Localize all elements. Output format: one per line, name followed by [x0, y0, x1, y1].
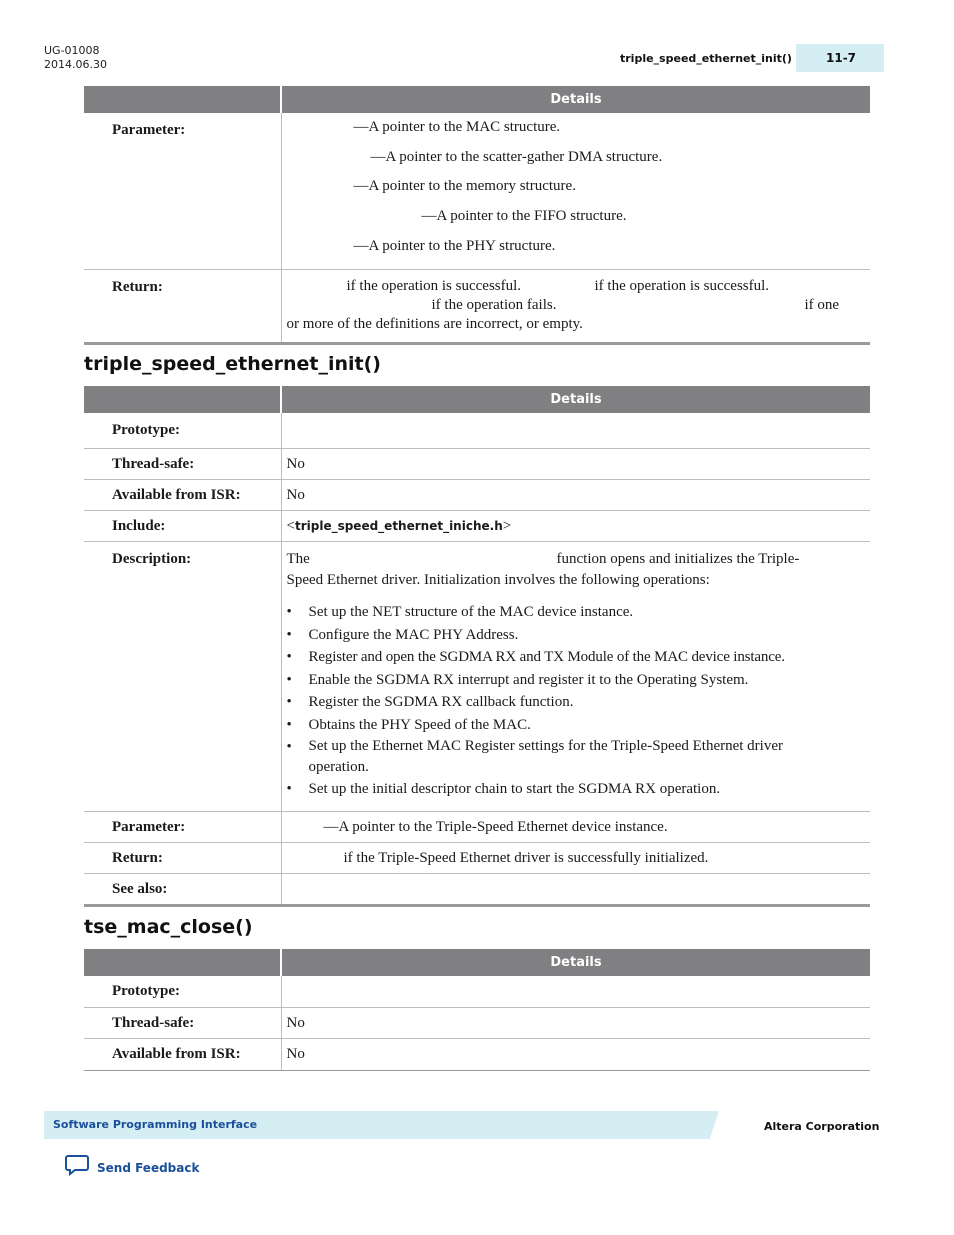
header-details: Details	[281, 949, 870, 976]
thread-safe-value: No	[281, 449, 870, 480]
parameter-line: —A pointer to the PHY structure.	[353, 237, 556, 254]
row-label: Prototype:	[84, 413, 281, 449]
list-item	[287, 714, 865, 737]
parameter-line: —A pointer to the scatter-gather DMA structure.	[370, 148, 663, 165]
table-row	[84, 413, 870, 449]
list-item	[287, 778, 865, 801]
header-details: Details	[281, 386, 870, 413]
bullet-icon: •	[286, 781, 292, 797]
row-label: Parameter:	[84, 811, 281, 842]
table-row	[84, 542, 870, 812]
list-item	[287, 669, 865, 692]
list-item-text: Obtains the PHY Speed of the MAC.	[308, 716, 531, 733]
bullet-icon: •	[286, 739, 292, 755]
parameter-line: —A pointer to the memory structure.	[353, 178, 576, 195]
table-row	[84, 1008, 870, 1039]
return-text: or more of the definitions are incorrect, or empty.	[286, 316, 583, 333]
bullet-icon: •	[286, 604, 292, 620]
parameter-value: —A pointer to the Triple-Speed Ethernet device instance.	[281, 811, 870, 842]
row-label: Parameter:	[84, 113, 281, 270]
row-label: Return:	[84, 270, 281, 344]
description-value	[281, 542, 870, 812]
isr-value: No	[281, 1039, 870, 1071]
thread-safe-value: No	[281, 1008, 870, 1039]
row-label: Thread-safe:	[84, 449, 281, 480]
parameter-line: —A pointer to the MAC structure.	[353, 119, 561, 135]
bullet-icon: •	[286, 671, 292, 688]
isr-value: No	[281, 480, 870, 511]
list-item	[287, 646, 865, 669]
list-item-text: Enable the SGDMA RX interrupt and register it to the Operating System.	[308, 671, 749, 688]
bullet-icon: •	[286, 626, 292, 643]
parameter-list	[281, 113, 870, 270]
feedback-label: Send Feedback	[97, 1160, 200, 1175]
return-text: if the operation is successful.	[346, 278, 522, 295]
list-item-text: Set up the initial descriptor chain to start the SGDMA RX operation.	[308, 781, 721, 797]
header-details: Details	[281, 86, 870, 113]
list-item-text: operation.	[308, 759, 369, 775]
doc-number: UG-01008	[44, 44, 100, 57]
bullet-icon: •	[286, 649, 292, 665]
list-item-text: Register and open the SGDMA RX and TX Module of the MAC device instance.	[308, 649, 785, 665]
table-header-row	[84, 86, 870, 113]
close-function-table	[84, 949, 870, 1071]
list-item-text: Set up the NET structure of the MAC device instance.	[308, 604, 634, 620]
list-item-text: Register the SGDMA RX callback function.	[308, 694, 574, 710]
description-text: function opens and initializes the Triple-	[556, 551, 800, 567]
table-row	[84, 511, 870, 542]
page-number-badge	[796, 44, 884, 72]
return-value	[281, 270, 870, 344]
operations-list	[287, 601, 865, 801]
header-blank-cell	[84, 86, 281, 113]
list-item-text: Set up the Ethernet MAC Register settings for the Triple-Speed Ethernet driver	[308, 738, 783, 754]
table-row	[84, 873, 870, 905]
list-item	[287, 736, 865, 778]
row-label: See also:	[84, 873, 281, 905]
send-feedback-link[interactable]	[65, 1154, 199, 1181]
header-blank-cell	[84, 386, 281, 413]
prototype-value	[281, 976, 870, 1008]
list-item-text: Configure the MAC PHY Address.	[308, 626, 519, 643]
feedback-icon	[65, 1154, 89, 1181]
include-bracket: <	[286, 518, 295, 534]
return-text: if the operation is successful.	[594, 278, 770, 295]
continued-function-table	[84, 86, 870, 345]
running-title: triple_speed_ethernet_init()	[620, 52, 792, 65]
list-item	[287, 691, 865, 714]
document-id	[44, 44, 107, 72]
return-value: if the Triple-Speed Ethernet driver is successfully initialized.	[281, 842, 870, 873]
table-header-row	[84, 949, 870, 976]
init-function-table	[84, 386, 870, 907]
return-text: if one	[804, 297, 840, 314]
page-number: 11-7	[826, 51, 857, 65]
row-label: Include:	[84, 511, 281, 542]
include-bracket: >	[502, 518, 512, 534]
row-label: Prototype:	[84, 976, 281, 1008]
table-row	[84, 480, 870, 511]
list-item	[287, 624, 865, 647]
include-filename: triple_speed_ethernet_iniche.h	[294, 519, 503, 533]
header-blank-cell	[84, 949, 281, 976]
list-item	[287, 601, 865, 624]
bullet-icon: •	[286, 694, 292, 710]
row-label: Available from ISR:	[84, 1039, 281, 1071]
section-title: triple_speed_ethernet_init()	[84, 353, 381, 375]
table-row	[84, 842, 870, 873]
table-header-row	[84, 386, 870, 413]
footer-company: Altera Corporation	[764, 1120, 880, 1133]
description-text: The	[286, 551, 310, 567]
include-value	[281, 511, 870, 542]
table-row	[84, 1039, 870, 1071]
row-label: Available from ISR:	[84, 480, 281, 511]
doc-date: 2014.06.30	[44, 58, 107, 71]
row-label: Description:	[84, 542, 281, 812]
table-row	[84, 113, 870, 270]
table-row	[84, 811, 870, 842]
parameter-line: —A pointer to the FIFO structure.	[421, 208, 627, 225]
bullet-icon: •	[286, 716, 292, 733]
row-label: Return:	[84, 842, 281, 873]
footer-section-link[interactable]: Software Programming Interface	[53, 1118, 258, 1131]
see-also-value	[281, 873, 870, 905]
prototype-value	[281, 413, 870, 449]
return-text: if the operation fails.	[431, 297, 557, 314]
section-title: tse_mac_close()	[84, 916, 253, 938]
row-label: Thread-safe:	[84, 1008, 281, 1039]
table-row	[84, 270, 870, 344]
table-row	[84, 976, 870, 1008]
description-text: Speed Ethernet driver. Initialization involves the following operations:	[286, 572, 710, 588]
table-row	[84, 449, 870, 480]
